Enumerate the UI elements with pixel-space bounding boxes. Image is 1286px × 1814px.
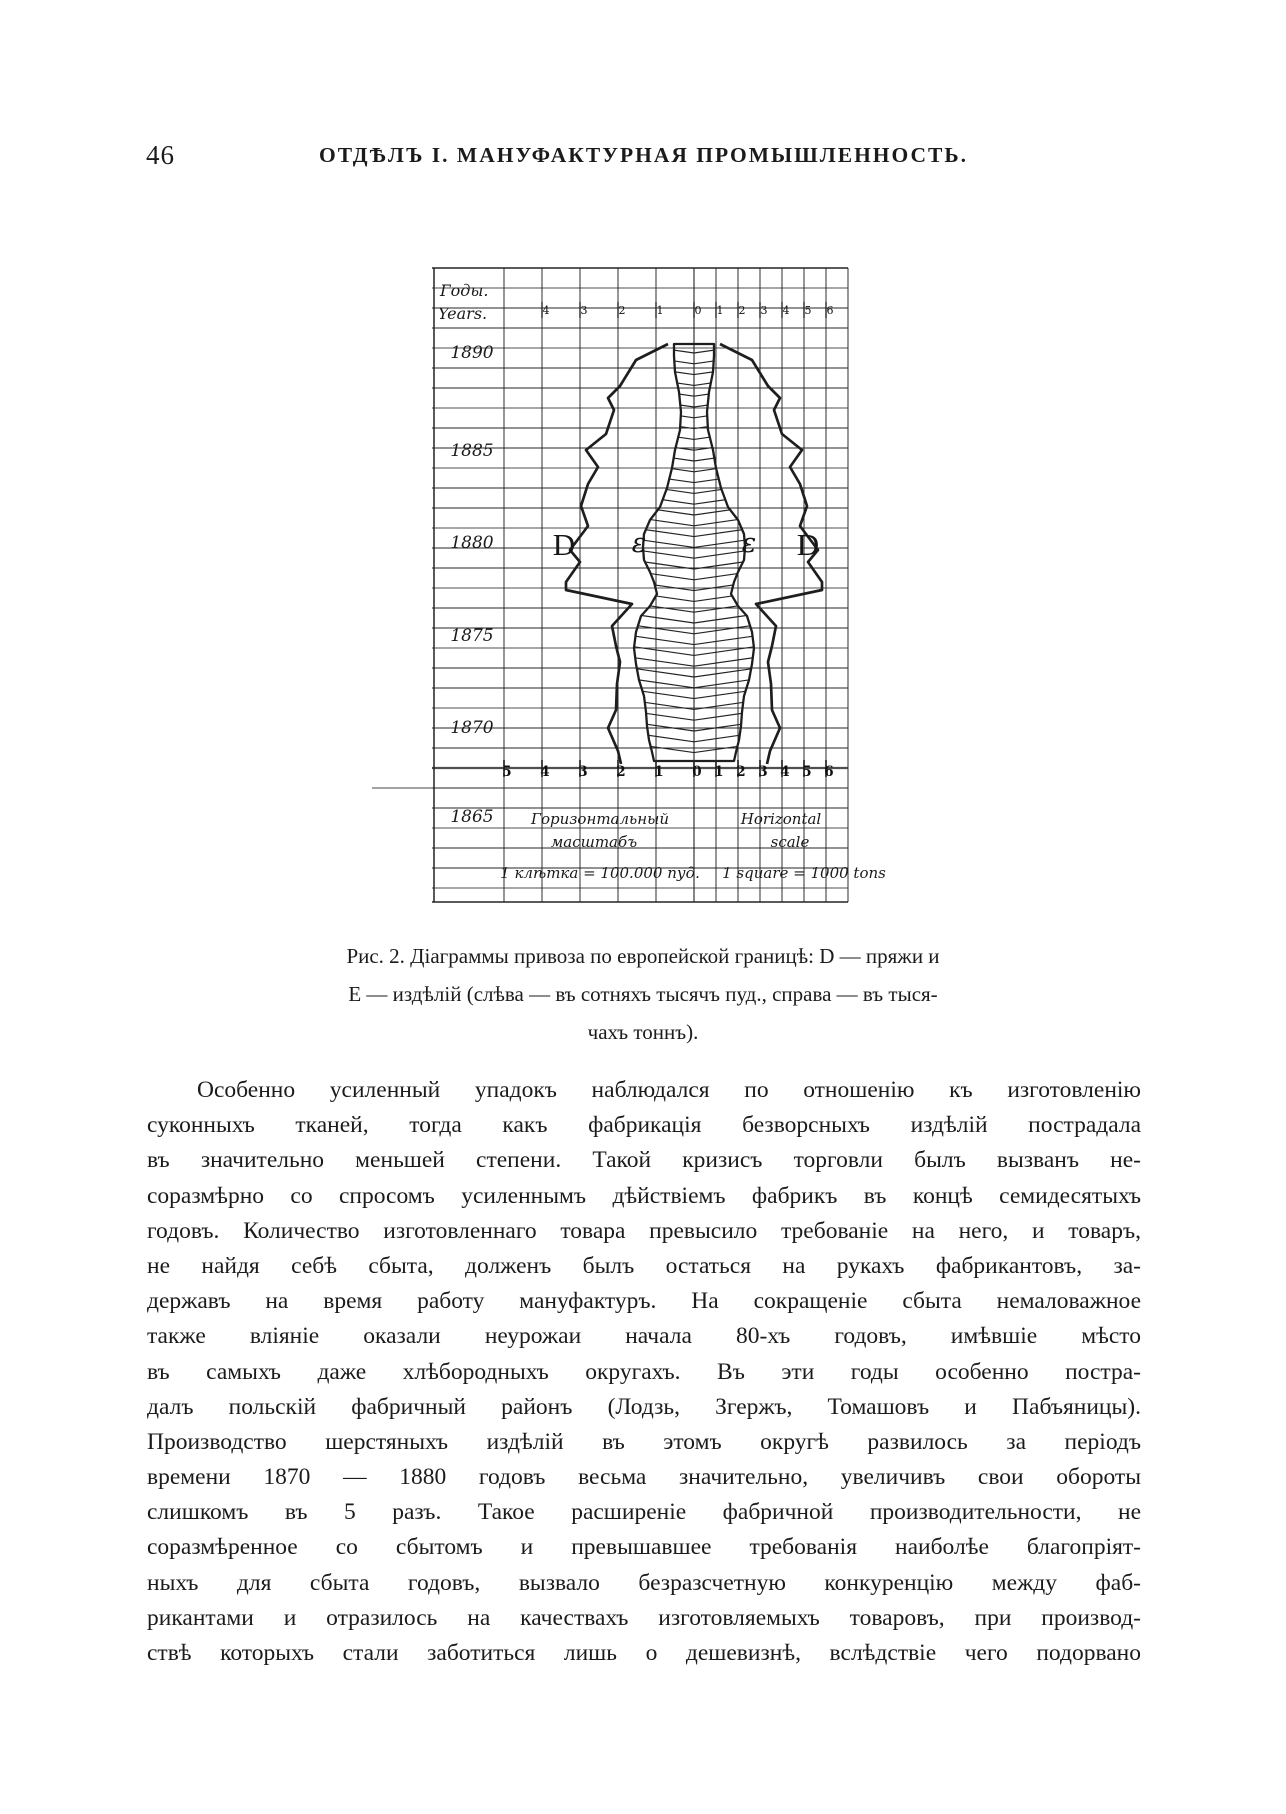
series-d-letter-right: D	[796, 527, 820, 562]
body-line: годовъ. Количество изготовленнаго товара превысило требованіе на него, и товаръ,	[147, 1217, 1141, 1244]
grid-lines	[372, 268, 848, 902]
svg-text:3: 3	[760, 304, 768, 317]
scale-en-line2: scale	[770, 833, 810, 851]
scale-ru-line1: Горизонтальный	[531, 810, 669, 828]
series-e-letter-right: ε	[741, 528, 757, 559]
body-line: далъ польскій фабричный районъ (Лодзь, Згержъ, Томашовъ и Пабъяницы).	[147, 1393, 1141, 1420]
year-label-1875: 1875	[450, 626, 494, 646]
figure-caption	[243, 937, 1043, 1051]
svg-text:5: 5	[502, 764, 512, 780]
series-d-left-curve	[566, 344, 668, 764]
scale-note-ru: 1 клѣтка = 100.000 пуд.	[500, 864, 700, 882]
page-number: 46	[146, 140, 175, 170]
svg-text:0: 0	[694, 304, 702, 317]
caption-line: Рис. 2. Діаграммы привоза по европейской границѣ: D — пряжи и	[346, 944, 940, 968]
figure-2-diagram	[432, 264, 886, 906]
svg-text:4: 4	[782, 304, 790, 317]
svg-text:1: 1	[654, 764, 664, 780]
caption-line: чахъ тоннъ).	[587, 1020, 699, 1044]
body-line: ствѣ которыхъ стали заботиться лишь о дешевизнѣ, вслѣдствіе чего подорвано	[147, 1640, 1141, 1666]
svg-text:2: 2	[618, 304, 626, 317]
years-label-ru: Годы.	[440, 281, 489, 300]
body-line: державъ на время работу мануфактуръ. На сокращеніе сбыта немаловажное	[147, 1288, 1141, 1315]
year-label-1885: 1885	[450, 441, 494, 461]
body-line: соразмѣренное со сбытомъ и превышавшее требованія наиболѣе благопріят-	[147, 1534, 1141, 1561]
body-line: ныхъ для сбыта годовъ, вызвало безразсчетную конкуренцію между фаб-	[147, 1569, 1141, 1596]
svg-text:3: 3	[578, 764, 588, 780]
year-label-1870: 1870	[450, 718, 494, 738]
svg-text:2: 2	[736, 764, 746, 780]
svg-text:0: 0	[692, 764, 702, 780]
scale-note-en: 1 square = 1000 tons	[722, 864, 886, 882]
svg-text:2: 2	[616, 764, 626, 780]
body-line: суконныхъ тканей, тогда какъ фабрикація безворсныхъ издѣлій пострадала	[147, 1112, 1141, 1139]
body-paragraph	[147, 1073, 1141, 1671]
svg-text:4: 4	[542, 304, 550, 317]
svg-text:5: 5	[804, 304, 812, 317]
svg-text:2: 2	[738, 304, 746, 317]
body-line: не найдя себѣ сбыта, долженъ былъ остаться на рукахъ фабрикантовъ, за-	[147, 1252, 1141, 1279]
body-line: времени 1870 — 1880 годовъ весьма значительно, увеличивъ свои обороты	[147, 1464, 1141, 1491]
body-line: въ значительно меньшей степени. Такой кризисъ торговли былъ вызванъ не-	[147, 1147, 1141, 1174]
year-label-1880: 1880	[450, 533, 494, 553]
body-line: соразмѣрно со спросомъ усиленнымъ дѣйствіемъ фабрикъ въ концѣ семидесятыхъ	[147, 1182, 1141, 1209]
body-line: рикантами и отразилось на качествахъ изготовляемыхъ товаровъ, при производ-	[147, 1604, 1141, 1631]
body-line: также вліяніе оказали неурожаи начала 80-хъ годовъ, имѣвшіе мѣсто	[147, 1323, 1141, 1350]
scale-en-line1: Horizontal	[740, 810, 822, 828]
svg-text:6: 6	[826, 304, 834, 317]
svg-text:1: 1	[656, 304, 664, 317]
series-e-letter-left: ε	[631, 528, 647, 559]
svg-text:5: 5	[802, 764, 812, 780]
year-label-1865: 1865	[450, 807, 494, 827]
svg-text:3: 3	[758, 764, 768, 780]
body-line: слишкомъ въ 5 разъ. Такое расширеніе фабричной производительности, не	[147, 1499, 1141, 1526]
svg-text:6: 6	[824, 764, 834, 780]
running-header: ОТДѢЛЪ I. МАНУФАКТУРНАЯ ПРОМЫШЛЕННОСТЬ.	[319, 143, 968, 167]
import-diagram-svg	[432, 264, 886, 906]
series-d-letter-left: D	[552, 527, 576, 562]
svg-text:3: 3	[580, 304, 588, 317]
body-line: Производство шерстяныхъ издѣлій въ этомъ округѣ развилось за періодъ	[147, 1428, 1141, 1455]
year-label-1890: 1890	[450, 343, 494, 363]
svg-text:4: 4	[540, 764, 550, 780]
svg-text:4: 4	[780, 764, 790, 780]
body-line: въ самыхъ даже хлѣбородныхъ округахъ. Въ эти годы особенно постра-	[147, 1358, 1141, 1385]
top-axis-ticks	[542, 302, 834, 318]
bottom-axis-ticks	[502, 760, 833, 780]
body-line: Особенно усиленный упадокъ наблюдался по отношенію къ изготовленію	[197, 1077, 1141, 1103]
caption-line: Е — издѣлій (слѣва — въ сотняхъ тысячъ пуд., справа — въ тыся-	[348, 982, 938, 1006]
svg-text:1: 1	[714, 764, 724, 780]
scale-ru-line2: масштабъ	[550, 833, 638, 851]
years-label-en: Years.	[438, 304, 488, 323]
svg-text:1: 1	[716, 304, 724, 317]
